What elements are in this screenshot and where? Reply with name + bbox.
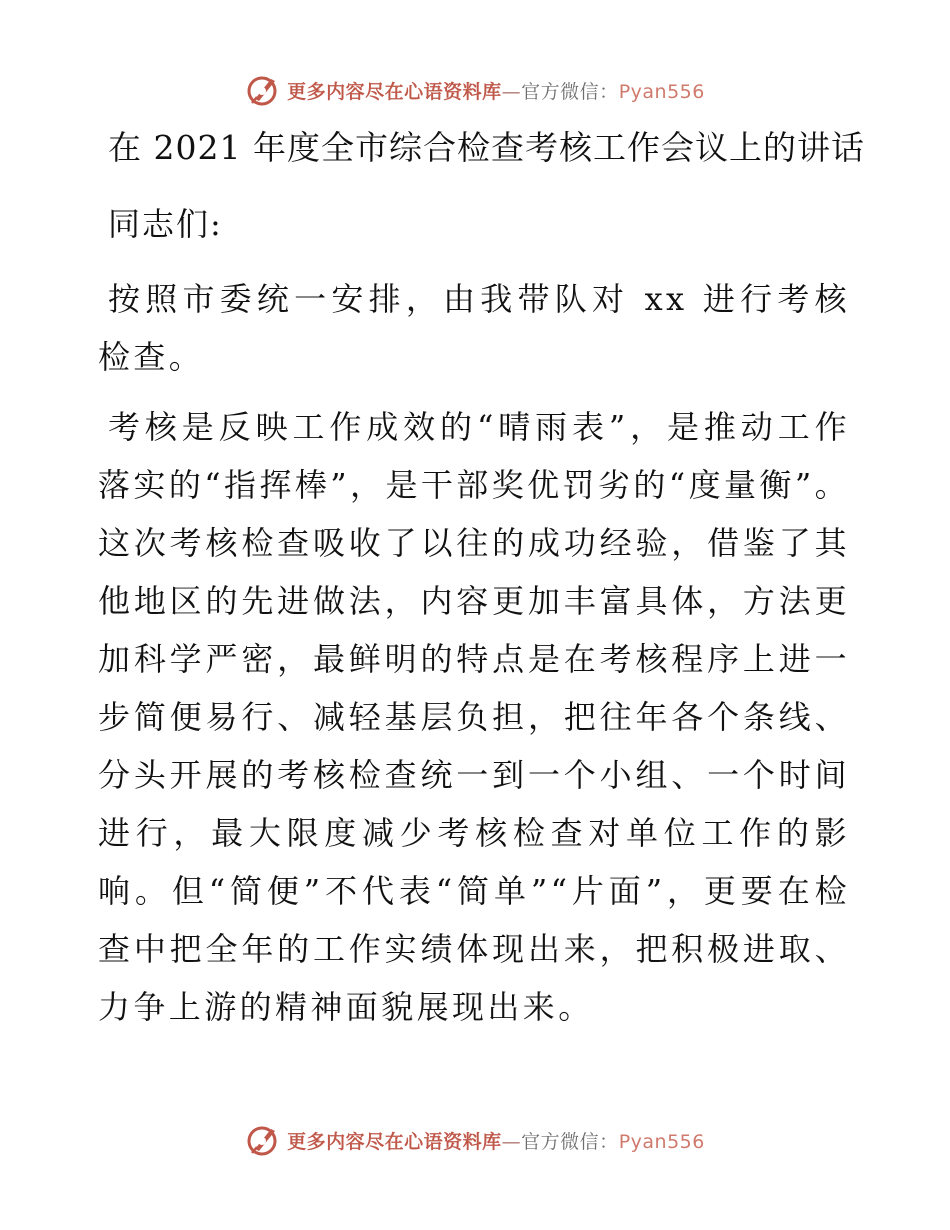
watermark-text: [287, 77, 705, 104]
watermark-separator: —: [501, 1130, 522, 1153]
watermark-separator: —: [501, 80, 522, 103]
quill-pen-logo-icon: [245, 72, 281, 108]
salutation: 同志们:: [108, 205, 223, 243]
watermark-text: [287, 1127, 705, 1154]
header-watermark: [0, 70, 950, 110]
quill-pen-logo-icon: [245, 1122, 281, 1158]
watermark-wechat-label: 官方微信：: [521, 80, 619, 103]
watermark-wechat-label: 官方微信：: [521, 1130, 619, 1153]
paragraph-1: 按照市委统一安排，由我带队对 xx 进行考核检查。: [98, 280, 850, 376]
paragraph-2: 考核是反映工作成效的“晴雨表”，是推动工作落实的“指挥棒”，是干部奖优罚劣的“度量衡”。这次考核检查吸收了以往的成功经验，借鉴了其他地区的先进做法，内容更加丰富具体，方法更加科学严密，最鲜明的特点是在考核程序上进一步简便易行、减轻基层负担，把往年各个条线、分头开展的考核检查统一到一个小组、一个时间进行，最大限度减少考核检查对单位工作的影响。但“简便”不代表“简单”“片面”，更要在检查中把全年的工作实绩体现出来，把积极进取、力争上游的精神面貌展现出来。: [98, 408, 850, 1026]
watermark-brand: 更多内容尽在心语资料库: [287, 80, 502, 103]
watermark-wechat-id: Pyan556: [618, 1130, 705, 1153]
watermark-brand: 更多内容尽在心语资料库: [287, 1130, 502, 1153]
document-title: 在 2021 年度全市综合检查考核工作会议上的讲话: [108, 128, 865, 167]
footer-watermark: [0, 1120, 950, 1160]
watermark-wechat-id: Pyan556: [618, 80, 705, 103]
